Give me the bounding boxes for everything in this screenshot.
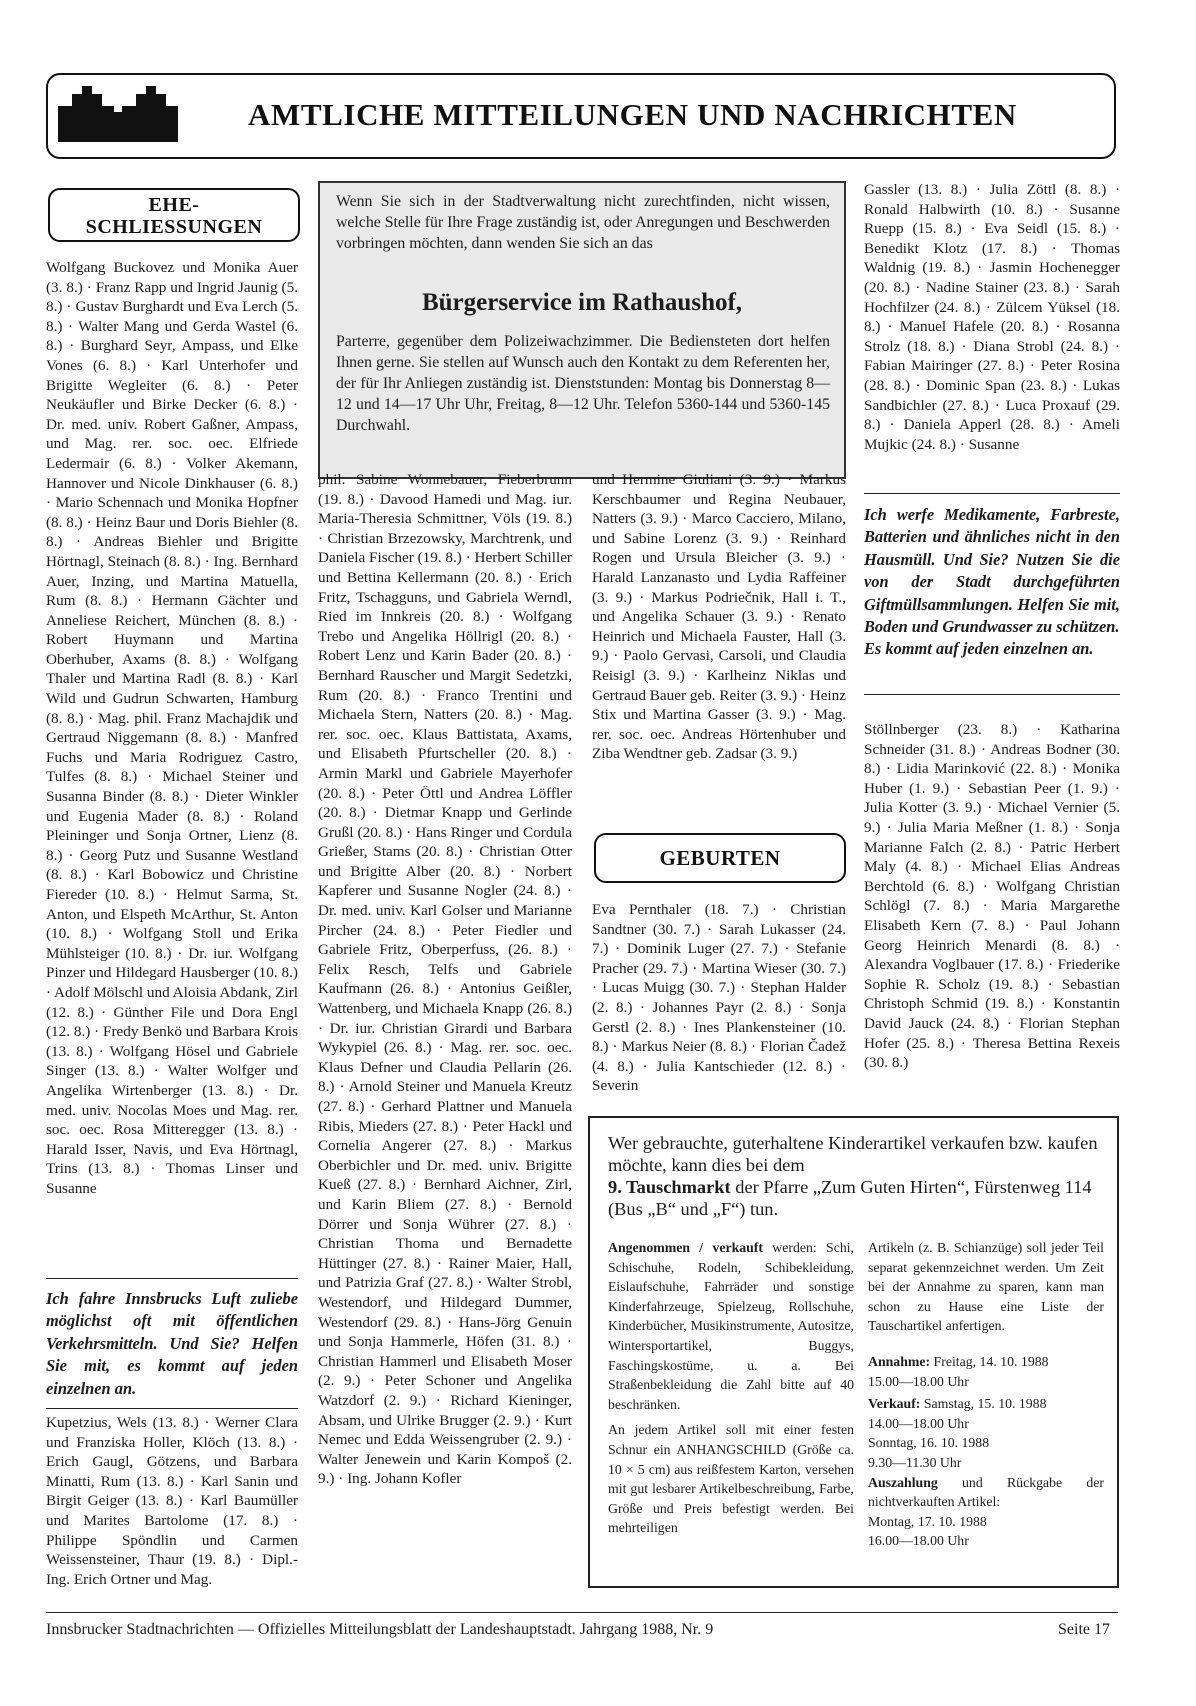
callout-public-transport: Ich fahre Innsbrucks Luft zuliebe möglichst oft mit öffentlichen Verkehrsmitteln. Und Sie? Helfen Sie mit, es kommt auf jeden einzelnen an. (46, 1289, 298, 1398)
accepted-label: Angenommen / verkauft (608, 1240, 763, 1255)
callout-hazardous-waste-last: Es kommt auf jeden einzelnen an. (864, 639, 1094, 659)
births-column-4: Stöllnberger (23. 8.) · Katharina Schneider (31. 8.) · Andreas Bodner (30. 8.) · Lidia Marinković (22. 8.) · Monika Huber (1. 9.) · Sebastian Peer (1. 9.) · Julia Kotter (3. 9.) · Michael Vernier (5. 9.) · Julia Maria Meßner (1. 8.) · Sonja Marianne Falch (2. 8.) · Patric Herbert Maly (4. 8.) · Michael Elias Andreas Berchtold (6. 8.) · Wolfgang Christian Schlögl (7. 8.) · Maria Margarethe Elisabeth Kern (7. 8.) · Paul Johann Georg Heinrich Menardi (8. 8.) · Alexandra Voglbauer (17. 8.) · Friederike Sophie R. Scholz (19. 8.) · Sebastian Christoph Schmid (19. 8.) · Konstantin David Jauck (24. 8.) · Florian Stephan Hofer (25. 8.) · Theresa Bettina Rexeis (30. 8.) (864, 721, 1120, 1072)
swap-market-left-column (608, 1238, 854, 1538)
city-buildings-logo (58, 86, 202, 142)
verkauf-label: Verkauf: (868, 1396, 921, 1412)
annahme-time: 15.00—18.00 Uhr (868, 1373, 969, 1389)
divider (864, 694, 1120, 695)
verkauf-time-2: 9.30—11.30 Uhr (868, 1454, 962, 1470)
swap-market-intro-text: Wer gebrauchte, guterhaltene Kinderartikel verkaufen bzw. kaufen möchte, kann dies bei dem (608, 1133, 1098, 1175)
callout-hazardous-waste (864, 504, 1120, 661)
marriages-column-1: Wolfgang Buckovez und Monika Auer (3. 8.) · Franz Rapp und Ingrid Jaunig (5. 8.) · Gustav Burghardt und Eva Lerch (5. 8.) · Walter Mang und Gerda Wastel (6. 8.) · Burghard Seyr, Ampass, und Elke Vones (6. 8.) · Karl Unterhofer und Brigitte Wegleiter (6. 8.) · Peter Neukäufler und Birke Decker (6. 8.) · Dr. med. univ. Robert Gaßner, Ampass, und Mag. rer. soc. oec. Elfriede Ledermair (6. 8.) · Volker Akemann, Hannover und Nicole Dinkhauser (6. 8.) · Mario Schennach und Monika Hopfner (8. 8.) · Heinz Baur und Doris Biehler (8. 8.) · Andreas Biehler und Brigitte Hörtnagl, Steinach (8. 8.) · Ing. Bernhard Auer, Inzing, und Martina Matuella, Rum (8. 8.) · Hermann Gächter und Anneliese Reichert, München (8. 8.) · Robert Huymann und Martina Oberhuber, Axams (8. 8.) · Wolfgang Thaler und Martina Radl (8. 8.) · Karl Wild und Gudrun Schwarten, Hamburg (8. 8.) · Mag. phil. Franz Machajdik und Gertraud Niggemann (8. 8.) · Manfred Fuchs und Maria Rodriguez Castro, Tulfes (8. 8.) · Michael Steiner und Susanna Binder (8. 8.) · Dieter Winkler und Eugenia Mader (8. 8.) · Roland Pleininger und Sonja Ortner, Lienz (8. 8.) · Georg Putz und Susanne Westland (8. 8.) · Karl Bobowicz und Christine Fiereder (10. 8.) · Helmut Sarma, St. Anton, und Elspeth McArthur, St. Anton (10. 8.) · Wolfgang Stoll und Erika Mühlsteiger (10. 8.) · Dr. iur. Wolfgang Pinzer und Hildegard Hausberger (10. 8.) · Adolf Mölschl und Aloisia Abdank, Zirl (12. 8.) · Günther File und Dora Engl (12. 8.) · Fredy Benkö und Barbara Krois (13. 8.) · Wolfgang Hösel und Gabriele Singer (13. 8.) · Walter Wolfger und Angelika Wirtenberger (13. 8.) · Dr. med. univ. Nocolas Moes und Mag. rer. soc. oec. Rosa Mitteregger (13. 8.) · Harald Isser, Navis, und Eva Hörtnagl, Trins (13. 8.) · Thomas Linser und Susanne (46, 259, 298, 1197)
divider (46, 1278, 298, 1279)
verkauf-date-2: Sonntag, 16. 10. 1988 (868, 1435, 990, 1451)
verkauf-date-1: Samstag, 15. 10. 1988 (923, 1396, 1047, 1412)
page-number: Seite 17 (1058, 1621, 1110, 1638)
footer-divider (46, 1612, 1118, 1613)
swap-market-name: 9. Tauschmarkt (608, 1177, 731, 1197)
verkauf-time-1: 14.00—18.00 Uhr (868, 1415, 969, 1431)
auszahlung-time: 16.00—18.00 Uhr (868, 1533, 969, 1549)
marriages-column-1-continued: Kupetzius, Wels (13. 8.) · Werner Clara und Franziska Holler, Klöch (13. 8.) · Erich Gaugl, Götzens, und Barbara Minatti, Rum (13. 8.) · Karl Sanin und Birgit Geiger (13. 8.) · Karl Baumüller und Marites Bartolome (17. 8.) · Philippe Spöndlin und Carmen Weissensteiner, Thaur (19. 8.) · Dipl.-Ing. Erich Ortner und Mag. (46, 1414, 298, 1588)
callout-hazardous-waste-text: Ich werfe Medikamente, Farbreste, Batterien und ähnliches nicht in den Hausmüll. Und Sie? Nutzen Sie die von der Stadt durchgeführten Giftmüllsammlungen. Helfen Sie mit, Boden und Grundwasser zu schützen. (864, 505, 1120, 637)
marriages-heading (48, 188, 300, 242)
swap-market-right-column (868, 1238, 1104, 1551)
swap-market-intro (608, 1132, 1100, 1220)
page-title: AMTLICHE MITTEILUNGEN UND NACHRICHTEN (248, 97, 1017, 132)
births-heading: GEBURTEN (594, 833, 846, 883)
marriages-heading-line1: EHE- (148, 194, 200, 216)
auszahlung-label: Auszahlung (868, 1474, 938, 1490)
citizen-service-box (318, 181, 846, 479)
annahme-label: Annahme: (868, 1353, 931, 1369)
births-column-3: Eva Pernthaler (18. 7.) · Christian Sandtner (30. 7.) · Sarah Lukasser (24. 7.) · Dominik Luger (27. 7.) · Stefanie Pracher (29. 7.) · Martina Wieser (30. 7.) · Lucas Muigg (30. 7.) · Stephan Halder (2. 8.) · Johannes Payr (2. 8.) · Sonja Gerstl (2. 8.) · Ines Plankensteiner (10. 8.) · Markus Neier (8. 8.) · Florian Čadež (4. 8.) · Julia Kantschieder (12. 8.) · Severin (592, 901, 846, 1095)
auszahlung-date: Montag, 17. 10. 1988 (868, 1513, 987, 1529)
service-intro: Wenn Sie sich in der Stadtverwaltung nicht zurechtfinden, nicht wissen, welche Stelle für Ihre Frage zuständig ist, oder Anregungen und Beschwerden vorbringen möchten, dann wenden Sie sich an das (336, 193, 830, 252)
divider (46, 1408, 298, 1409)
swap-market-box (588, 1116, 1119, 1588)
section-header (46, 73, 1116, 159)
service-details: Parterre, gegenüber dem Polizeiwachzimmer. Die Bediensteten dort helfen Ihnen gerne. Sie stellen auf Wunsch auch den Kontakt zu dem Referenten her, der für Ihr Anliegen zuständig ist. Dienststunden: Montag bis Donnerstag 8—12 und 14—17 Uhr Uhr, Freitag, 8—12 Uhr. Telefon 5360-144 und 5360-145 Durchwahl. (336, 333, 830, 434)
tag-instructions: An jedem Artikel soll mit einer festen Schnur ein ANHANGSCHILD (Größe ca. 10 × 5 cm) aus reißfestem Karton, versehen mit gut lesbarer Artikelbeschreibung, Farbe, Größe und Preis befestigt werden. Bei mehrteiligen (608, 1422, 854, 1536)
marriages-column-2: phil. Sabine Wonnebauer, Fieberbrunn (19. 8.) · Davood Hamedi und Mag. iur. Maria-Theresia Schmittner, Völs (19. 8.) · Christian Brzezowsky, Marchtrenk, und Daniela Fischer (19. 8.) · Herbert Schiller und Bettina Kellermann (20. 8.) · Erich Fritz, Tschagguns, und Gabriela Werndl, Ried im Innkreis (20. 8.) · Wolfgang Trebo und Angelika Höllrigl (20. 8.) · Robert Lenz und Karin Bader (20. 8.) · Bernhard Rauscher und Margit Sedetzki, Rum (20. 8.) · Franco Trentini und Michaela Stern, Natters (20. 8.) · Mag. rer. soc. oec. Klaus Battistata, Axams, und Elisabeth Pfurtscheller (20. 8.) · Armin Markl und Gabriele Mayerhofer (20. 8.) · Peter Öttl und Andrea Löffler (20. 8.) · Dietmar Knapp und Gerlinde Grußl (20. 8.) · Hans Ringer und Cordula Grießer, Stams (20. 8.) · Christian Otter und Brigitte Alber (20. 8.) · Norbert Kapferer und Susanne Nogler (24. 8.) · Dr. med. univ. Karl Golser und Marianne Pircher (24. 8.) · Peter Fiedler und Gabriele Fritz, Oberperfuss, (26. 8.) · Felix Resch, Telfs und Gabriele Kaufmann (26. 8.) · Antonius Geißler, Wattenberg, und Michaela Knapp (26. 8.) · Dr. iur. Christian Girardi und Barbara Wykypiel (26. 8.) · Mag. rer. soc. oec. Klaus Defner und Claudia Pellarin (26. 8.) · Arnold Steiner und Manuela Kreutz (27. 8.) · Gerhard Plattner und Manuela Ribis, Mieders (27. 8.) · Peter Hackl und Cornelia Angerer (27. 8.) · Markus Oberbichler und Dr. med. univ. Brigitte Kueß (27. 8.) · Bernhard Aichner, Zirl, und Karin Bliem (27. 8.) · Bernold Dörrer und Sonja Wührer (27. 8.) · Christian Thoma und Bernadette Hüttinger (27. 8.) · Rainer Maier, Hall, und Patrizia Graf (27. 8.) · Walter Strobl, Westendorf, und Hildegard Dummer, Westendorf (29. 8.) · Hans-Jörg Genuin und Sonja Hammerle, Höfen (31. 8.) · Christian Hammerl und Elisabeth Moser (2. 9.) · Peter Schoner und Angelika Watzdorf (2. 9.) · Richard Kieninger, Absam, und Ulrike Brugger (2. 9.) · Kurt Nemec und Edda Weissengruber (2. 9.) · Walter Jenewein und Karin Kompoš (2. 9.) · Ing. Johann Kofler (318, 471, 572, 1488)
marriages-heading-line2: SCHLIESSUNGEN (85, 216, 263, 238)
footer-publication: Innsbrucker Stadtnachrichten — Offizielles Mitteilungsblatt der Landeshauptstadt. Jahrgang 1988, Nr. 9 (46, 1621, 714, 1638)
swap-market-location: der Pfarre „Zum Guten Hirten“, Fürstenweg 114 (Bus „B“ und „F“) tun. (608, 1177, 1092, 1219)
service-title: Bürgerservice im Rathaushof, (421, 289, 743, 316)
births-column-4-top: Gassler (13. 8.) · Julia Zöttl (8. 8.) · Ronald Halbwirth (10. 8.) · Susanne Ruepp (15. 8.) · Eva Seidl (15. 8.) · Benedikt Klotz (17. 8.) · Thomas Waldnig (19. 8.) · Jasmin Hochenegger (20. 8.) · Nadine Stainer (23. 8.) · Sarah Hochfilzer (24. 8.) · Zülcem Yüksel (18. 8.) · Manuel Hafele (20. 8.) · Rosanna Strolz (18. 8.) · Diana Strobl (24. 8.) · Fabian Mairinger (27. 8.) · Peter Rosina (28. 8.) · Dominic Span (23. 8.) · Lukas Sandbichler (27. 8.) · Luca Proxauf (29. 8.) · Daniela Apperl (28. 8.) · Ameli Mujkic (24. 8.) · Susanne (864, 181, 1120, 453)
accepted-items: werden: Schi, Schischuhe, Rodeln, Schibekleidung, Eislaufschuhe, Fahrräder und sonstige Kinderfahrzeuge, Spielzeug, Rollschuhe, Kinderbücher, Musikinstrumente, Autositze, Wintersportartikel, Buggys, Faschingskostüme, u. a. Bei Straßenbekleidung die Zahl bitte auf 40 beschränken. (608, 1240, 854, 1412)
divider (864, 493, 1120, 494)
marriages-column-3: und Hermine Giuliani (3. 9.) · Markus Kerschbaumer und Regina Neubauer, Natters (3. 9.) · Marco Cacciero, Milano, und Sabine Lorenz (3. 9.) · Reinhard Rogen und Ursula Bleicher (3. 9.) · Harald Lanzanasto und Lydia Raffeiner (3. 9.) · Markus Podriečnik, Hall i. T., und Angelika Schauer (3. 9.) · Renato Heinrich und Michaela Fauster, Hall (3. 9.) · Paolo Gervasi, Carsoli, und Claudia Reisigl (3. 9.) · Karlheinz Niklas und Gertraud Bauer geb. Reiter (3. 9.) · Heinz Stix und Martina Gasser (3. 9.) · Mag. rer. soc. oec. Andreas Hörtenhuber und Ziba Wendtner geb. Zadsar (3. 9.) (592, 471, 846, 763)
list-advice: Artikeln (z. B. Schianzüge) soll jeder Teil separat gekennzeichnet werden. Um Zeit bei der Annahme zu sparen, kann man schon zu Hause eine Liste der Tauschartikel anfertigen. (868, 1240, 1104, 1334)
auszahlung-text: und Rückgabe der nichtverkauften Artikel: (868, 1474, 1104, 1510)
annahme-date: Freitag, 14. 10. 1988 (933, 1353, 1049, 1369)
